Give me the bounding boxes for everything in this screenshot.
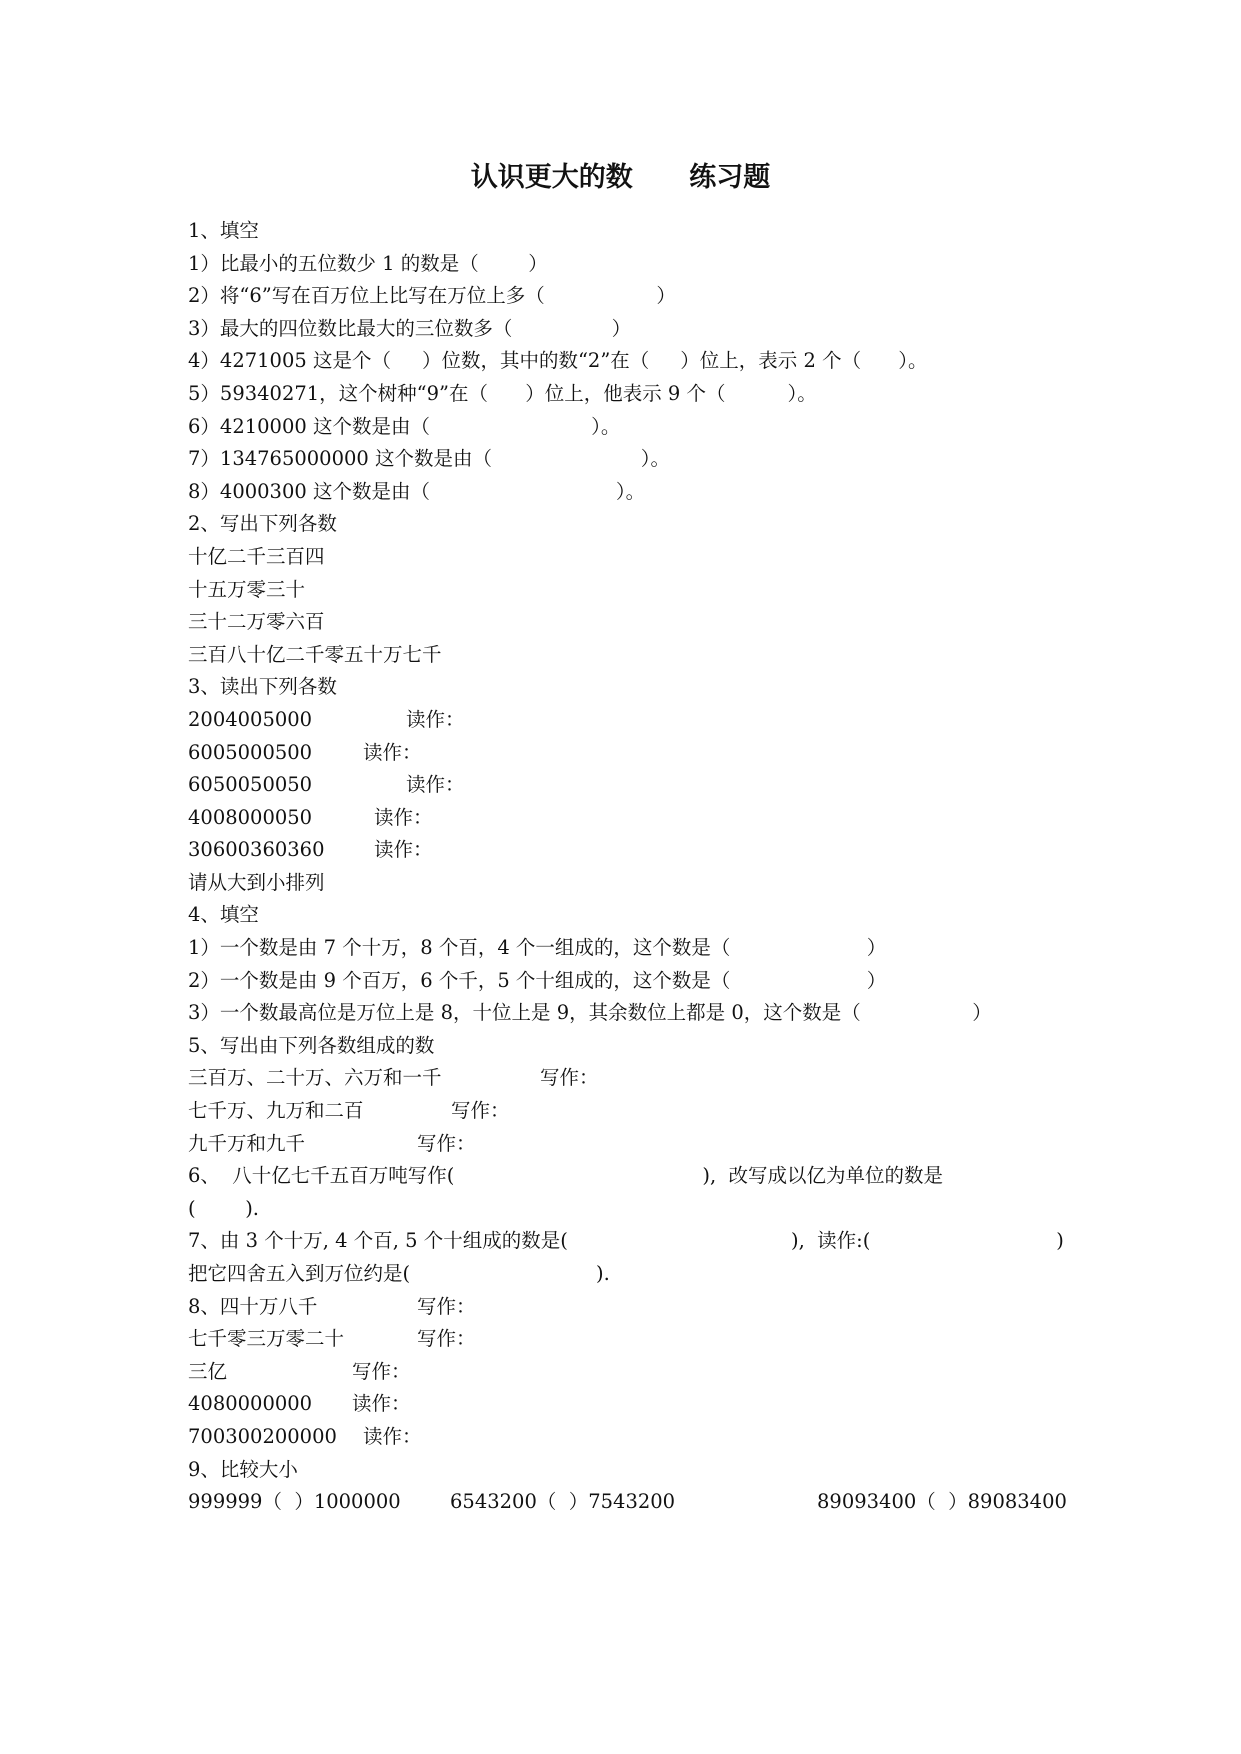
question-line xyxy=(188,1258,1128,1291)
question-line xyxy=(188,1388,1128,1421)
read-label: 读作： xyxy=(352,1392,411,1416)
write-label: 写作： xyxy=(540,1066,599,1090)
number-text: 700300200000 xyxy=(188,1424,337,1448)
line-text: 3）一个数最高位是万位上是 8，十位上是 9，其余数位上都是 0，这个数是（ ） xyxy=(188,1001,992,1025)
line-text: 9、比较大小 xyxy=(188,1457,298,1481)
line-text: 4）4271005 这是个（ ）位数，其中的数“2”在（ ）位上，表示 2 个（ ）。 xyxy=(188,349,928,373)
line-text: 三百万、二十万、六万和一千 xyxy=(188,1066,442,1090)
line-text: 8、四十万八千 xyxy=(188,1294,318,1318)
line-text: 七千零三万零二十 xyxy=(188,1327,345,1351)
line-text: 1、填空 xyxy=(188,219,259,242)
line-text: 6、 八十亿七千五百万吨写作( ), 改写成以亿为单位的数是 xyxy=(188,1164,944,1188)
line-text: 请从大到小排列 xyxy=(188,870,325,894)
question-line xyxy=(188,574,1128,607)
section-heading-1 xyxy=(188,215,1128,248)
line-text: 十五万零三十 xyxy=(188,577,306,601)
line-text: 1）比最小的五位数少 1 的数是（ ） xyxy=(188,251,548,275)
line-text: 三亿 xyxy=(188,1359,228,1383)
question-line xyxy=(188,704,1128,737)
section-heading-2 xyxy=(188,508,1128,541)
compare-item-3: 89093400（ ）89083400 xyxy=(817,1490,1067,1514)
question-line xyxy=(188,476,1128,509)
line-text: 十亿二千三百四 xyxy=(188,544,325,568)
question-line xyxy=(188,1356,1128,1389)
read-label: 读作： xyxy=(374,838,433,862)
compare-line xyxy=(188,1486,1128,1519)
question-line xyxy=(188,345,1128,378)
line-text: 七千万、九万和二百 xyxy=(188,1099,364,1123)
line-text: 7、由 3 个十万, 4 个百, 5 个十组成的数是( ), 读作:( ) xyxy=(188,1229,1064,1253)
question-line xyxy=(188,1421,1128,1454)
line-text: ( ). xyxy=(188,1196,260,1220)
question-line xyxy=(188,1095,1128,1128)
read-label: 读作： xyxy=(374,805,433,829)
line-text: 三十二万零六百 xyxy=(188,610,325,634)
line-text: 7）134765000000 这个数是由（ ）。 xyxy=(188,447,670,471)
question-line xyxy=(188,1225,1128,1258)
number-text: 4080000000 xyxy=(188,1392,313,1416)
question-line xyxy=(188,1323,1128,1356)
line-text: 2）一个数是由 9 个百万，6 个千，5 个十组成的，这个数是（ ） xyxy=(188,968,887,992)
number-text: 6050050050 xyxy=(188,773,313,797)
question-line xyxy=(188,769,1128,802)
question-line xyxy=(188,1193,1128,1226)
compare-item-2: 6543200（ ）7543200 xyxy=(450,1490,676,1514)
write-label: 写作： xyxy=(417,1327,476,1351)
question-line xyxy=(188,834,1128,867)
question-line xyxy=(188,248,1128,281)
question-line xyxy=(188,1062,1128,1095)
question-line xyxy=(188,1128,1128,1161)
read-label: 读作： xyxy=(363,1424,422,1448)
line-text: 4、填空 xyxy=(188,903,259,927)
write-label: 写作： xyxy=(417,1294,476,1318)
line-text: 5、写出由下列各数组成的数 xyxy=(188,1033,435,1057)
read-label: 读作： xyxy=(406,707,465,731)
question-line xyxy=(188,313,1128,346)
section-heading-9 xyxy=(188,1454,1128,1487)
question-line xyxy=(188,867,1128,900)
compare-item-1: 999999（ ）1000000 xyxy=(188,1490,401,1514)
question-line xyxy=(188,378,1128,411)
question-line xyxy=(188,606,1128,639)
section-heading-3 xyxy=(188,671,1128,704)
line-text: 6）4210000 这个数是由（ ）。 xyxy=(188,414,621,438)
line-text: 8）4000300 这个数是由（ ）。 xyxy=(188,479,646,503)
line-text: 三百八十亿二千零五十万七千 xyxy=(188,642,442,666)
read-label: 读作： xyxy=(363,740,422,764)
section-heading-5 xyxy=(188,1030,1128,1063)
question-line xyxy=(188,1160,1128,1193)
line-text: 九千万和九千 xyxy=(188,1131,306,1155)
question-line xyxy=(188,997,1128,1030)
page-title: 认识更大的数 练习题 xyxy=(470,162,771,193)
number-text: 30600360360 xyxy=(188,838,325,862)
section-heading-4 xyxy=(188,899,1128,932)
question-line xyxy=(188,411,1128,444)
section-heading-8 xyxy=(188,1291,1128,1324)
question-line xyxy=(188,802,1128,835)
line-text: 5）59340271，这个树种“9”在（ ）位上，他表示 9 个（ ）。 xyxy=(188,381,817,405)
line-text: 2）将“6”写在百万位上比写在万位上多（ ） xyxy=(188,284,676,308)
question-line xyxy=(188,443,1128,476)
question-line xyxy=(188,965,1128,998)
number-text: 4008000050 xyxy=(188,805,313,829)
question-line xyxy=(188,541,1128,574)
line-text: 3）最大的四位数比最大的三位数多（ ） xyxy=(188,316,632,340)
write-label: 写作： xyxy=(417,1131,476,1155)
write-label: 写作： xyxy=(451,1099,510,1123)
line-text: 2、写出下列各数 xyxy=(188,512,337,536)
number-text: 6005000500 xyxy=(188,740,313,764)
line-text: 1）一个数是由 7 个十万，8 个百，4 个一组成的，这个数是（ ） xyxy=(188,936,887,960)
read-label: 读作： xyxy=(406,773,465,797)
question-line xyxy=(188,280,1128,313)
line-text: 3、读出下列各数 xyxy=(188,675,337,699)
line-text: 把它四舍五入到万位约是( ). xyxy=(188,1262,610,1285)
question-line xyxy=(188,737,1128,770)
number-text: 2004005000 xyxy=(188,707,313,731)
worksheet-body xyxy=(188,215,1128,1519)
question-line xyxy=(188,639,1128,672)
write-label: 写作： xyxy=(352,1359,411,1383)
question-line xyxy=(188,932,1128,965)
